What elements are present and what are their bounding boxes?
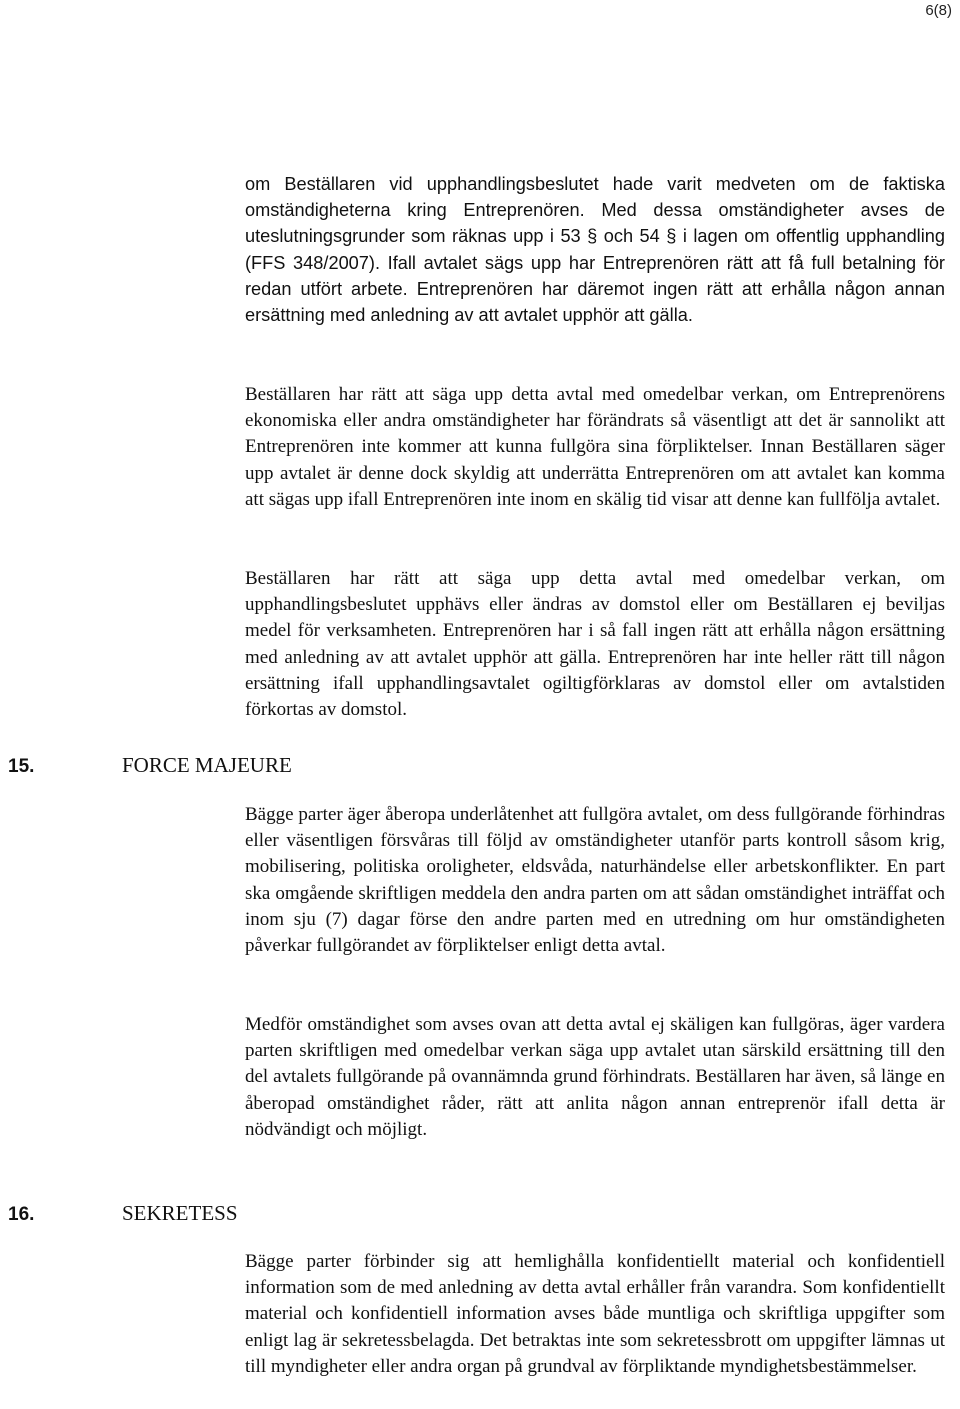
paragraph-confidentiality: Bägge parter förbinder sig att hemlighålla konfidentiellt material och konfidentiell information som de med anledning av detta avtal erhåller från varandra. Som konfidentiellt material och konfidentiell information avses både muntliga och skriftliga uppgifter som enligt lag är sekretessbelagda. Det betraktas inte som sekretessbrott om uppgifter lämnas ut till myndigheter eller andra organ på grundval av förpliktande myndighetsbestämmelser. [245,1251,945,1377]
paragraph-termination-procurement: Beställaren har rätt att säga upp detta avtal med omedelbar verkan, om upphandlingsbeslutet upphävs eller ändras av domstol eller om Beställaren ej beviljas medel för verksamheten. Entreprenören har i så fall ingen rätt att erhålla någon ersättning med anledning av att avtalet upphör att gälla. Entreprenören har inte heller rätt till någon ersättning ifall upphandlingsavtalet ogiltigförklaras av domstol eller om avtalstiden förkortas av domstol. [245,568,945,721]
section-number: 15. [8,756,35,777]
paragraph-force-majeure-termination: Medför omständighet som avses ovan att detta avtal ej skäligen kan fullgöras, äger vardera parten skriftligen med omedelbar verkan säga upp avtalet utan särskild ersättning till den del avtalets fullgörande på ovannämnda grund förhindrats. Beställaren har även, så länge en åberopad omständighet råder, rätt att anlita någon annan entreprenör ifall detta är nödvändigt och möjligt. [245,1014,945,1140]
paragraph-termination-grounds: om Beställaren vid upphandlingsbeslutet hade varit medveten om de faktiska omständigheterna kring Entreprenören. Med dessa omständigheter avses de uteslutningsgrunder som räknas upp i 53 § och 54 § i lagen om offentlig upphandling (FFS 348/2007). Ifall avtalet sägs upp har Entreprenören rätt att få full betalning för redan utfört arbete. Entreprenören har däremot ingen rätt att erhålla någon annan ersättning med anledning av att avtalet upphör att gälla. [245,174,945,326]
section-heading-force-majeure [8,753,292,778]
page-number: 6(8) [925,2,952,19]
section-number: 16. [8,1204,35,1225]
section-title: SEKRETESS [122,1201,238,1225]
section-heading-sekretess [8,1201,238,1226]
paragraph-termination-financial: Beställaren har rätt att säga upp detta avtal med omedelbar verkan, om Entreprenörens ekonomiska eller andra omständigheter har förändrats så väsentligt att det är sannolikt att Entreprenören inte kommer att kunna fullgöra sina förpliktelser. Innan Beställaren säger upp avtalet är denne dock skyldig att underrätta Entreprenören om att avtalet kan komma att sägas upp ifall Entreprenören inte inom en skälig tid visar att denne kan fullfölja avtalet. [245,384,945,510]
section-title: FORCE MAJEURE [122,753,292,777]
paragraph-force-majeure-notice: Bägge parter äger åberopa underlåtenhet att fullgöra avtalet, om dess fullgörande förhindras eller väsentligen försvåras till följd av omständigheter utanför parts kontroll såsom krig, mobilisering, politiska oroligheter, eldsvåda, naturhändelse eller arbetskonflikter. En part ska omgående skriftligen meddela den andra parten om att sådan omständighet inträffat och inom sju (7) dagar förse den andre parten med en utredning om hur omständigheten påverkar fullgörandet av förpliktelser enligt detta avtal. [245,804,945,957]
